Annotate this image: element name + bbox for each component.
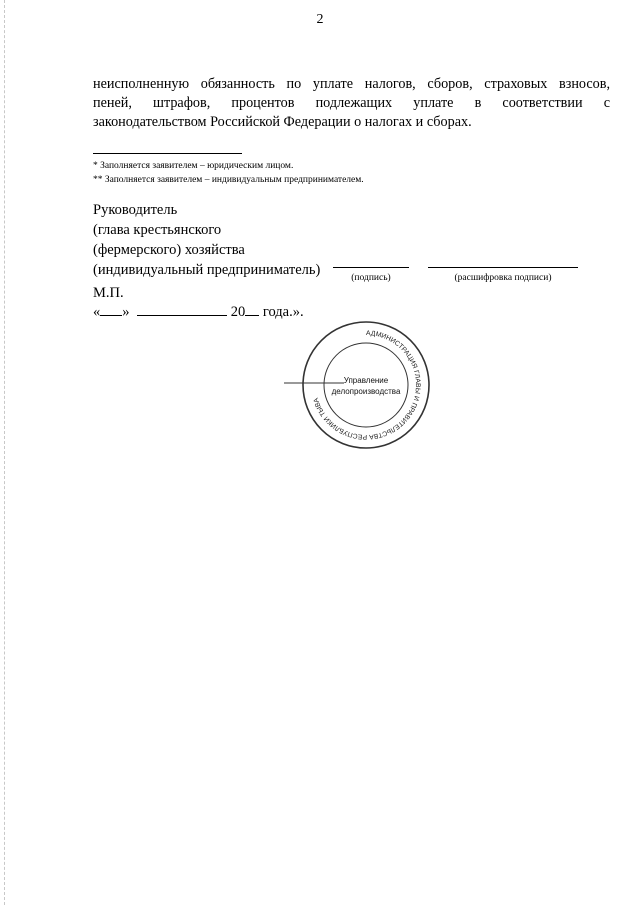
body-line: законодательством Российской Федерации о налогах и сборах. bbox=[93, 114, 472, 130]
page-number: 2 bbox=[316, 12, 324, 27]
signature-line bbox=[333, 267, 409, 268]
year-prefix: 20 bbox=[230, 304, 246, 320]
stamp-inner-ring bbox=[324, 343, 408, 427]
signature-decoding-caption: (расшифровка подписи) bbox=[454, 273, 552, 283]
footnote-separator bbox=[93, 153, 242, 154]
page-edge bbox=[4, 0, 5, 905]
footnote-entrepreneur: ** Заполняется заявителем – индивидуальным предпринимателем. bbox=[93, 175, 364, 185]
signature-caption: (подпись) bbox=[351, 273, 391, 283]
date-suffix: года.». bbox=[262, 304, 304, 320]
signature-decoding-line bbox=[428, 267, 578, 268]
date-close-quote: » bbox=[122, 304, 130, 320]
body-paragraph bbox=[93, 75, 610, 132]
signatory-line: (фермерского) хозяйства bbox=[93, 242, 245, 258]
stamp-outer-ring bbox=[303, 322, 429, 448]
signatory-line: (индивидуальный предприниматель) bbox=[93, 262, 321, 278]
date-line bbox=[93, 301, 304, 322]
year-blank bbox=[245, 301, 259, 316]
stamp-center-line: Управление bbox=[343, 376, 389, 385]
seal-placeholder: М.П. bbox=[93, 285, 124, 301]
month-blank bbox=[137, 301, 227, 316]
signatory-line: (глава крестьянского bbox=[93, 222, 222, 238]
signatory-title bbox=[93, 200, 320, 280]
stamp-center-line: делопроизводства bbox=[331, 387, 401, 396]
signatory-line: Руководитель bbox=[93, 202, 178, 218]
stamp-ring-text: АДМИНИСТРАЦИЯ ГЛАВЫ И ПРАВИТЕЛЬСТВА РЕСПУБЛИКИ ТЫВА bbox=[312, 329, 422, 441]
official-stamp bbox=[280, 320, 440, 450]
body-line: неисполненную обязанность по уплате налогов, сборов, страховых взносов, bbox=[93, 76, 610, 92]
body-line: пеней, штрафов, процентов подлежащих уплате в соответствии с bbox=[93, 95, 610, 111]
footnote-legal-entity: * Заполняется заявителем – юридическим лицом. bbox=[93, 161, 294, 171]
date-open-quote: « bbox=[93, 304, 101, 320]
day-blank bbox=[100, 301, 122, 316]
